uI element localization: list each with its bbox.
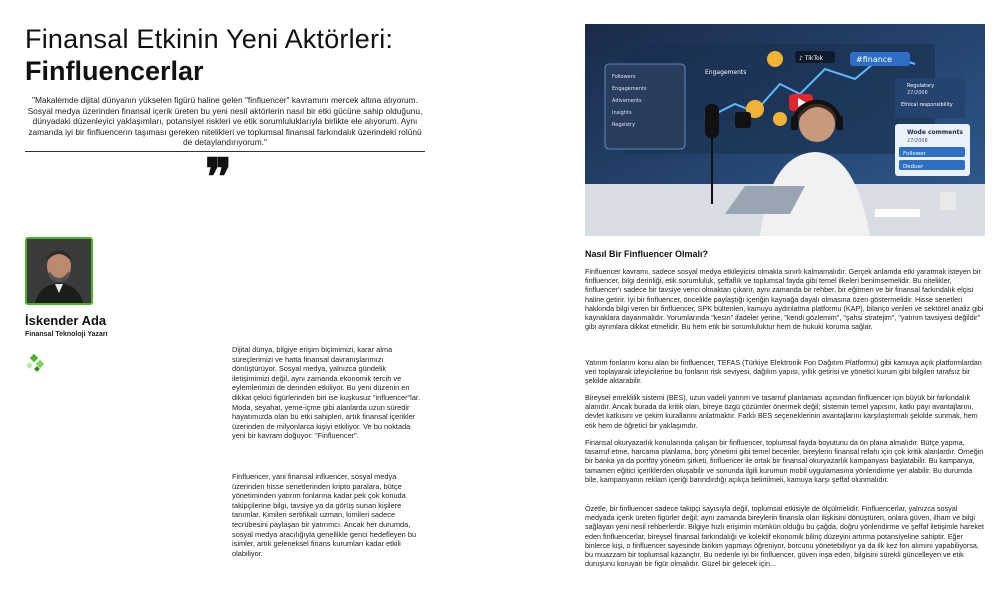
article-intro: "Makalemde dijital dünyanın yükselen figürü haline gelen "finfluencer" kavramını mercek altına alıyorum. Sosyal medya üzerinden finansal içerik üreten bu yeni nesil aktörlerin nasıl bir etki gücüne sahip olduğunu, dünyadaki düzenleyici yaklaşımları, potansiyel riskleri ve etik sorumluluklarıyla birlikte ele alıyorum. Aynı zamanda iyi bir finfluencerın taşıması gereken nitelikleri ve toplumsal finansal farkındalık üzerindeki rolünü de detaylandırıyorum." — [27, 95, 423, 147]
menu-item: Insights — [612, 110, 632, 116]
body-paragraph: Finfluencer kavramı, sadece sosyal medya etkileyicisi olmakla sınırlı kalmamalıdır. Gerçek anlamda etki yaratmak isteyen bir finfluencer, bilgi derinliği, etik sorumluluk, şeffaflık ve toplumsal fayda gibi temel ilkeleri benimsemelidir. Bu nitelikler, finfluencer'ı sadece bir tavsiye verici olmaktan çıkarır, aynı zamanda bir rehber, bir eğitmen ve bir finansal farkındalık elçisi haline getirir. İyi bir finfluencer, öncelikle paylaştığı içeriğin kaynağa dayalı olmasına özen göstermelidir. Hisse senetleri hakkında bilgi veren bir finfluencer, SPK bültenleri, kamuyu aydınlatma platformu (KAP), bilanço verileri ve sektörel analiz gibi kaynaklara dayanmalıdır. Yorumlarında "kesin" ifadeler yerine, "kendi gözlemim", "şahsi stratejim", "yatırım tavsiyesi değildir" gibi ayrımlara dikkat etmelidir. Bu hem etik bir sorumluluktur hem de hukuki koruma sağlar. — [585, 267, 984, 332]
menu-item: Adivements — [612, 98, 642, 104]
hashtag-finance: #finance — [856, 55, 893, 64]
regulatory-sub: 27/2006 — [907, 90, 928, 96]
follower-label: Follower — [903, 151, 926, 157]
body-paragraph: Özetle, bir finfluencer sadece takipçi sayısıyla değil, toplumsal etkisiyle de ölçülmelidir. Finfluencerlar, yalnızca sosyal medyada içerik üreten figürler değil; aynı zamanda bireylerin finansla olan ilişkisini dönüştüren, onlara güven, ilham ve bilgi sağlayan yeni nesil rehberlerdir. Bilgiye hızlı erişimin mümkün olduğu bu çağda, doğru yönlendirme ve şeffaf iletişimle hareket eden finfluencerlar, bireysel finansal farkındalığı ve kolektif ekonomik bilinç düzeyini artırma potansiyeline sahiptir. Eğer binlerce kişi, o finfluencer sayesinde birikim yapmayı öğreniyor, borcunu yönetebiliyor ya da ilk kez fon alımını yapabiliyorsa, bu muazzam bir toplumsal kazançtır. Bu nedenle iyi bir finfluencer, güven inşa eden, bilgisini sürekli güncelleyen ve etik duruşunu koruyan bir figür olmalıdır. Güzel bir gelecek için... — [585, 504, 984, 569]
body-paragraph: Dijital dünya, bilgiye erişim biçimimizi, karar alma süreçlerimizi ve hatta finansal davranışlarımızı dönüştürüyor. Sosyal medya, yalnızca gündelik iletişimimizi değil, aynı zamanda ekonomik tercih ve eylemlerimizi de derinden etkiliyor. Bu yeni düzenin en dikkat çekici figürlerinden biri ise kuşkusuz "influencer"lar. Moda, seyahat, yeme-içme gibi alanlarda uzun süredir hayatımızda olan bu etki sahipleri, artık finansal içerikler üzerinden de milyonlarca kişiyi etkiliyor. Ve bu noktada yeni bir kavram doğuyor: "Finfluencer". — [232, 345, 421, 441]
comments-sub: 27/2006 — [907, 138, 928, 144]
menu-item: Regsistry — [612, 122, 636, 128]
body-paragraph: Finansal okuryazarlık konularında çalışan bir finfluencer, toplumsal fayda boyutunu da ön plana almalıdır. Bütçe yapma, tasarruf etme, harcama planlama, borç yönetimi gibi temel beceriler, bireylerin finansal refahı için çok kritik alanlardır. Örneğin bir banka ya da portföy yönetim şirketi, finfluencer ile ortak bir finansal okuryazarlık kampanyası başlatabilir. Bu kampanya, tamamen eğitici içeriklerden oluşabilir ve sonunda ilgili kurumun mobil uygulamasına yönlendirme yer alabilir. Bu durumda bile, kampanyanın reklam içeriği barındırdığı açıkça belirtilmeli, kamuya karşı şeffaf olunmalıdır. — [585, 438, 984, 484]
article-title-line2: Finfluencerlar — [25, 56, 204, 86]
comments-label: Wode comments — [907, 129, 963, 136]
author-role: Finansal Teknoloji Yazarı — [25, 331, 108, 338]
finfluencer-studio-icon — [585, 24, 985, 236]
deduer-label: Deduer — [903, 164, 924, 170]
menu-item: Engagements — [612, 86, 647, 92]
regulatory-label: Regulatory — [907, 83, 935, 89]
menu-item: Followers — [612, 74, 636, 80]
body-paragraph: Yatırım fonlarını konu alan bir finfluencer, TEFAS (Türkiye Elektronik Fon Dağıtım Platformu) gibi kamuya açık platformlardan veri toplayarak izleyicilerine bu fonların risk seviyesi, dağılım yapısı, yıllık getirisi ve yönetici kurum gibi bilgileri tarafsız bir şekilde aktarabilir. — [585, 358, 982, 386]
quote-icon: ❞ — [205, 147, 232, 206]
body-paragraph: Bireysel emeklilik sistemi (BES), uzun vadeli yatırım ve tasarruf planlaması açısından finfluencer için büyük bir farkındalık alanıdır. Ancak burada da kritik olan, bireye özgü çözümler önermek değil; sistemin temel yapısını, katkı payı avantajlarını, devlet katkısını ve çekim kurallarını anlatmaktır. Farklı BES seçeneklerinin avantajlarını karşılaştırmalı şekilde sunmak, hem etik hem de öğretici bir yaklaşımdır. — [585, 393, 978, 430]
hero-illustration — [585, 24, 985, 236]
author-name: İskender Ada — [25, 313, 107, 328]
ethics-label: Ethical responsibility — [901, 102, 953, 108]
body-paragraph: Finfluencer, yani finansal influencer, sosyal medya üzerinden hisse senetlerinden kripto paralara, bütçe yönetiminden yatırım fonlarına kadar pek çok konuda takipçilerine bilgi, tavsiye ya da görüş sunan kişilere tanımlar. Kimileri sertifikalı uzman, kimileri sadece tecrübesini paylaşan bir yatırımcı. Ancak her durumda, sosyal medya aracılığıyla genellikle genci hedefleyen bu isimler, artık geleneksel finans kurumları kadar etkili olabiliyor. — [232, 472, 417, 558]
section-heading: Nasıl Bir Finfluencer Olmalı? — [585, 249, 709, 259]
engagements-label: Engagements — [705, 69, 747, 76]
green-diamond-logo-icon — [25, 353, 49, 373]
article-title-line1: Finansal Etkinin Yeni Aktörleri: — [25, 24, 394, 54]
author-portrait-icon — [27, 239, 91, 303]
tiktok-badge: ♪ TikTok — [799, 55, 824, 62]
author-photo — [25, 237, 93, 305]
